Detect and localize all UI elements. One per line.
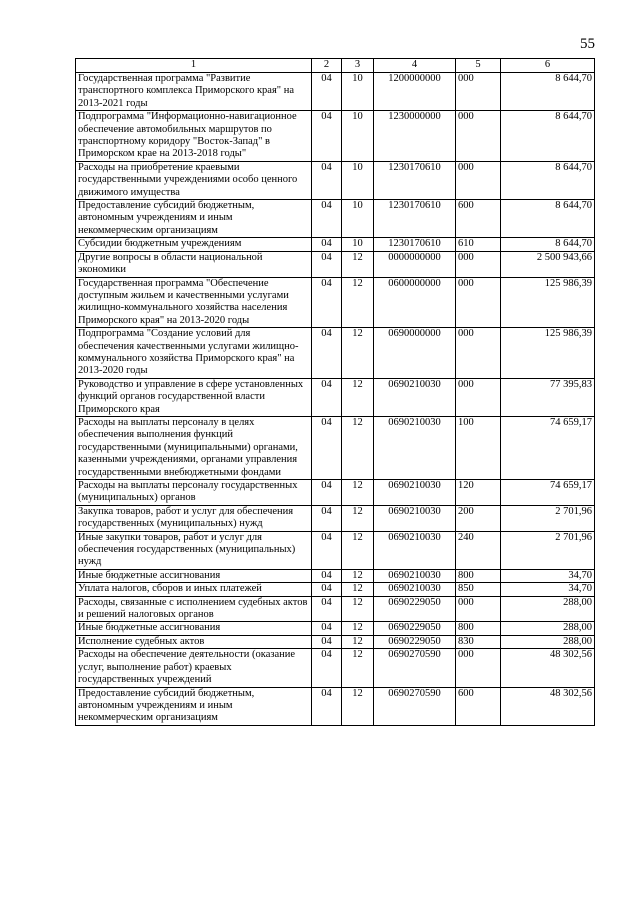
header-col-5: 5 xyxy=(456,59,501,73)
row-subsection: 10 xyxy=(342,73,374,111)
row-name: Закупка товаров, работ и услуг для обеспечения государственных (муниципальных) нужд xyxy=(76,505,312,531)
header-col-2: 2 xyxy=(312,59,342,73)
row-name: Расходы на обеспечение деятельности (оказание услуг, выполнение работ) краевых государственных учреждений xyxy=(76,649,312,687)
table-row xyxy=(76,569,595,582)
table-row xyxy=(76,505,595,531)
row-subsection: 12 xyxy=(342,378,374,416)
table-row xyxy=(76,480,595,506)
header-col-1: 1 xyxy=(76,59,312,73)
row-section: 04 xyxy=(312,687,342,725)
row-section: 04 xyxy=(312,480,342,506)
row-name: Расходы, связанные с исполнением судебных актов и решений налоговых органов xyxy=(76,596,312,622)
table-row xyxy=(76,649,595,687)
row-section: 04 xyxy=(312,277,342,328)
row-subsection: 12 xyxy=(342,416,374,479)
row-subsection: 12 xyxy=(342,505,374,531)
row-subsection: 10 xyxy=(342,200,374,238)
row-expense-type: 000 xyxy=(456,277,501,328)
table-row xyxy=(76,328,595,379)
row-target-code: 1230170610 xyxy=(374,200,456,238)
row-section: 04 xyxy=(312,569,342,582)
row-target-code: 0690210030 xyxy=(374,569,456,582)
row-amount: 2 500 943,66 xyxy=(501,251,595,277)
table-row xyxy=(76,251,595,277)
row-subsection: 10 xyxy=(342,238,374,251)
row-section: 04 xyxy=(312,251,342,277)
row-target-code: 0690000000 xyxy=(374,328,456,379)
table-row xyxy=(76,111,595,162)
row-target-code: 0690229050 xyxy=(374,622,456,635)
table-row xyxy=(76,238,595,251)
row-name: Подпрограмма "Создание условий для обеспечения качественными услугами жилищно-коммунального хозяйства Приморского края" на 2013-2020 годы xyxy=(76,328,312,379)
row-name: Уплата налогов, сборов и иных платежей xyxy=(76,583,312,596)
table-row xyxy=(76,73,595,111)
row-expense-type: 850 xyxy=(456,583,501,596)
row-target-code: 0690210030 xyxy=(374,480,456,506)
row-expense-type: 000 xyxy=(456,161,501,199)
row-section: 04 xyxy=(312,635,342,648)
row-amount: 74 659,17 xyxy=(501,480,595,506)
table-row xyxy=(76,161,595,199)
row-expense-type: 120 xyxy=(456,480,501,506)
row-section: 04 xyxy=(312,328,342,379)
row-subsection: 12 xyxy=(342,277,374,328)
row-expense-type: 000 xyxy=(456,378,501,416)
row-amount: 8 644,70 xyxy=(501,111,595,162)
row-amount: 8 644,70 xyxy=(501,161,595,199)
row-target-code: 0690210030 xyxy=(374,505,456,531)
row-subsection: 10 xyxy=(342,111,374,162)
row-subsection: 10 xyxy=(342,161,374,199)
row-amount: 48 302,56 xyxy=(501,649,595,687)
row-amount: 74 659,17 xyxy=(501,416,595,479)
table-header xyxy=(76,59,595,73)
row-section: 04 xyxy=(312,596,342,622)
row-name: Предоставление субсидий бюджетным, автономным учреждениям и иным некоммерческим организациям xyxy=(76,687,312,725)
row-subsection: 12 xyxy=(342,635,374,648)
row-expense-type: 240 xyxy=(456,531,501,569)
table-row xyxy=(76,596,595,622)
row-section: 04 xyxy=(312,649,342,687)
row-target-code: 0690270590 xyxy=(374,649,456,687)
row-target-code: 0690210030 xyxy=(374,531,456,569)
row-name: Другие вопросы в области национальной экономики xyxy=(76,251,312,277)
row-amount: 8 644,70 xyxy=(501,238,595,251)
row-target-code: 0690210030 xyxy=(374,416,456,479)
row-expense-type: 610 xyxy=(456,238,501,251)
row-amount: 8 644,70 xyxy=(501,73,595,111)
row-amount: 125 986,39 xyxy=(501,277,595,328)
table-row xyxy=(76,200,595,238)
table-row xyxy=(76,531,595,569)
row-section: 04 xyxy=(312,505,342,531)
row-target-code: 0600000000 xyxy=(374,277,456,328)
row-amount: 34,70 xyxy=(501,583,595,596)
row-section: 04 xyxy=(312,161,342,199)
table-row xyxy=(76,277,595,328)
row-amount: 48 302,56 xyxy=(501,687,595,725)
table-row xyxy=(76,687,595,725)
table-row xyxy=(76,622,595,635)
row-expense-type: 600 xyxy=(456,687,501,725)
header-row xyxy=(76,59,595,73)
row-name: Расходы на приобретение краевыми государственными учреждениями особо ценного движимого имущества xyxy=(76,161,312,199)
row-expense-type: 200 xyxy=(456,505,501,531)
row-target-code: 1230170610 xyxy=(374,161,456,199)
row-expense-type: 000 xyxy=(456,251,501,277)
row-name: Исполнение судебных актов xyxy=(76,635,312,648)
table-row xyxy=(76,583,595,596)
row-expense-type: 000 xyxy=(456,73,501,111)
row-target-code: 0690210030 xyxy=(374,378,456,416)
row-subsection: 12 xyxy=(342,583,374,596)
page-number: 55 xyxy=(580,36,595,52)
table-body xyxy=(76,73,595,726)
row-amount: 288,00 xyxy=(501,635,595,648)
row-name: Расходы на выплаты персоналу в целях обеспечения выполнения функций государственными (муниципальными) органами, казенными учреждениями, органами управления государственными внебюджетными фондами xyxy=(76,416,312,479)
row-name: Иные закупки товаров, работ и услуг для обеспечения государственных (муниципальных) нужд xyxy=(76,531,312,569)
header-col-4: 4 xyxy=(374,59,456,73)
row-amount: 2 701,96 xyxy=(501,531,595,569)
row-target-code: 0690229050 xyxy=(374,596,456,622)
row-amount: 288,00 xyxy=(501,596,595,622)
budget-table xyxy=(75,58,595,726)
row-target-code: 1230170610 xyxy=(374,238,456,251)
table-row xyxy=(76,378,595,416)
row-subsection: 12 xyxy=(342,328,374,379)
row-section: 04 xyxy=(312,531,342,569)
row-subsection: 12 xyxy=(342,531,374,569)
row-target-code: 0690270590 xyxy=(374,687,456,725)
row-section: 04 xyxy=(312,622,342,635)
row-target-code: 0690229050 xyxy=(374,635,456,648)
row-target-code: 1230000000 xyxy=(374,111,456,162)
row-section: 04 xyxy=(312,73,342,111)
row-target-code: 0000000000 xyxy=(374,251,456,277)
header-col-3: 3 xyxy=(342,59,374,73)
row-name: Субсидии бюджетным учреждениям xyxy=(76,238,312,251)
row-name: Государственная программа "Развитие транспортного комплекса Приморского края" на 2013-2021 годы xyxy=(76,73,312,111)
row-section: 04 xyxy=(312,583,342,596)
row-expense-type: 000 xyxy=(456,328,501,379)
row-subsection: 12 xyxy=(342,622,374,635)
row-name: Государственная программа "Обеспечение доступным жильем и качественными услугами жилищно-коммунального хозяйства населения Приморского края" на 2013-2020 годы xyxy=(76,277,312,328)
row-name: Иные бюджетные ассигнования xyxy=(76,569,312,582)
row-expense-type: 830 xyxy=(456,635,501,648)
row-section: 04 xyxy=(312,238,342,251)
header-col-6: 6 xyxy=(501,59,595,73)
row-amount: 34,70 xyxy=(501,569,595,582)
row-amount: 8 644,70 xyxy=(501,200,595,238)
row-name: Руководство и управление в сфере установленных функций органов государственной власти Приморского края xyxy=(76,378,312,416)
row-subsection: 12 xyxy=(342,649,374,687)
row-name: Иные бюджетные ассигнования xyxy=(76,622,312,635)
row-subsection: 12 xyxy=(342,687,374,725)
row-name: Подпрограмма "Информационно-навигационное обеспечение автомобильных маршрутов по транспортному коридору "Восток-Запад" в Приморском крае на 2013-2018 годы" xyxy=(76,111,312,162)
row-section: 04 xyxy=(312,416,342,479)
row-amount: 2 701,96 xyxy=(501,505,595,531)
row-expense-type: 800 xyxy=(456,569,501,582)
table-row xyxy=(76,416,595,479)
row-expense-type: 100 xyxy=(456,416,501,479)
row-amount: 288,00 xyxy=(501,622,595,635)
row-expense-type: 000 xyxy=(456,111,501,162)
row-subsection: 12 xyxy=(342,596,374,622)
table-row xyxy=(76,635,595,648)
row-subsection: 12 xyxy=(342,569,374,582)
row-expense-type: 600 xyxy=(456,200,501,238)
row-subsection: 12 xyxy=(342,251,374,277)
row-name: Расходы на выплаты персоналу государственных (муниципальных) органов xyxy=(76,480,312,506)
row-subsection: 12 xyxy=(342,480,374,506)
row-amount: 125 986,39 xyxy=(501,328,595,379)
row-expense-type: 000 xyxy=(456,596,501,622)
row-target-code: 1200000000 xyxy=(374,73,456,111)
row-amount: 77 395,83 xyxy=(501,378,595,416)
row-name: Предоставление субсидий бюджетным, автономным учреждениям и иным некоммерческим организациям xyxy=(76,200,312,238)
row-section: 04 xyxy=(312,111,342,162)
row-expense-type: 000 xyxy=(456,649,501,687)
row-expense-type: 800 xyxy=(456,622,501,635)
row-target-code: 0690210030 xyxy=(374,583,456,596)
row-section: 04 xyxy=(312,200,342,238)
row-section: 04 xyxy=(312,378,342,416)
